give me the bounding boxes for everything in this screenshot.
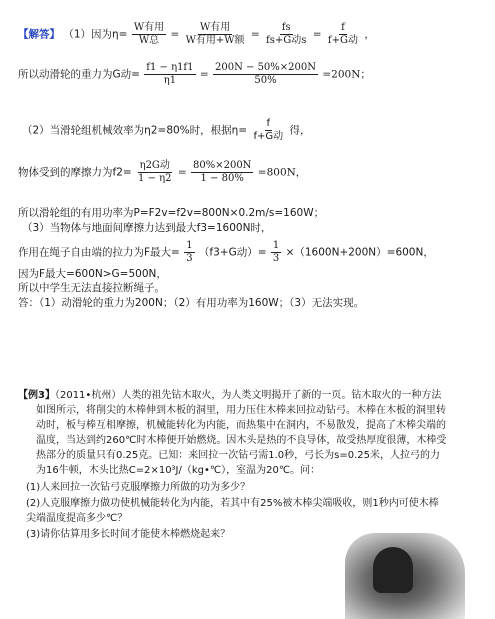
answer-line-3: （2）当滑轮组机械效率为η2=80%时，根据η= $\frac{f}{\text{f+G动}}$ 得，: [22, 118, 311, 142]
question-2-a: (2)人克服摩擦力做功使机械能转化为内能，若其中有25%被木棒尖端吸收，则1秒内可使木棒: [26, 498, 439, 509]
fire-drill-illustration: [345, 533, 465, 619]
example-para-line-6: 为16牛顿，木头比热C=2×10³J/（kg•℃），室温为20℃。问：: [36, 465, 321, 476]
fraction-3: $\frac{fs}{\text{fs+G动s}}$: [266, 22, 307, 46]
answer-line-9: 所以中学生无法直接拉断绳子。: [18, 282, 165, 294]
fraction-f2-2: $\frac{80\%\times 200N}{1 - 80\%}$: [192, 160, 252, 184]
fraction-1: $\frac{\text{W有用}}{\text{W总}}$: [133, 22, 165, 46]
answer-line-5: 所以滑轮组的有用功率为P=F2v=f2v=800N×0.2m/s=160W；: [18, 207, 325, 219]
fraction-4: $\frac{f}{\text{f+G动}}$: [327, 22, 358, 46]
example-para-line-2: 如图所示，将削尖的木棒伸到木板的洞里，用力压住木棒来回拉动钻弓。木棒在木板的洞里转: [36, 405, 446, 416]
q1-prefix: （1）因为η=: [63, 28, 128, 41]
answer-tag: 【解答】: [18, 28, 60, 41]
answer-line-2: 所以动滑轮的重力为G动= $\frac{f1 - \eta 1f1}{\eta 1}$ = $\frac{200N - 50\%\times 200N}{50\%}$ =200N；: [18, 62, 371, 86]
example-para-line-4: 温度，当达到约260℃时木棒便开始燃烧。因木头是热的不良导体，故受热厚度很薄，木棒受: [36, 435, 447, 446]
answer-line-10: 答：（1）动滑轮的重力为200N；（2）有用功率为160W；（3）无法实现。: [18, 297, 365, 309]
question-3: (3)请你估算用多长时间才能使木棒燃烧起来？: [26, 529, 231, 540]
fraction-f2-1: $\frac{\text{η2G动}}{1 - \eta 2}$: [138, 160, 172, 184]
example-tag: 【例3】: [18, 390, 55, 401]
answer-line-8: 因为F最大=600N>G=500N，: [18, 268, 167, 280]
answer-line-4: 物体受到的摩擦力为f2= $\frac{\text{η2G动}}{1 - \eta 2}$ = $\frac{80\%\times 200N}{1 - 80\%}$ =800N，: [18, 160, 307, 184]
answer-line-7: 作用在绳子自由端的拉力为F最大= $\frac{1}{3}$ （f3+G动）= $\frac{1}{3}$ ×（1600N+200N）=600N，: [18, 240, 434, 264]
example-para-line-5: 热部分的质量只有0.25克。已知：来回拉一次钻弓需1.0秒，弓长为s=0.25米，人拉弓的力: [36, 450, 441, 461]
example-para-line-3: 动时，板与棒互相摩擦，机械能转化为内能，而热集中在洞内，不易散发，提高了木棒尖端的: [36, 420, 446, 431]
fraction-g-1: $\frac{f1 - \eta 1f1}{\eta 1}$: [146, 62, 194, 86]
answer-line-6: （3）当物体与地面间摩擦力达到最大f3=1600N时，: [22, 222, 272, 234]
fraction-eta: $\frac{f}{\text{f+G动}}$: [253, 118, 284, 142]
question-1: (1)人来回拉一次钻弓克服摩擦力所做的功为多少？: [26, 482, 251, 493]
example-para-line-1: 【例3】（2011•杭州）人类的祖先钻木取火，为人类文明揭开了新的一页。钻木取火的一种方法: [18, 390, 442, 401]
fraction-2: $\frac{\text{W有用}}{\text{W有用+W额}}$: [185, 22, 245, 46]
fraction-third-1: $\frac{1}{3}$: [186, 240, 193, 264]
fraction-third-2: $\frac{1}{3}$: [272, 240, 280, 264]
question-2-b: 尖端温度提高多少℃？: [26, 513, 128, 524]
answer-line-1: 【解答】 （1）因为η= $\frac{\text{W有用}}{\text{W总}}$ = $\frac{\text{W有用}}{\text{W有用+W额}}$ = $\frac{fs}{\text{fs+G动s}}$ = $\frac{f}{\text{f+G动}}$ ，: [18, 22, 375, 46]
fraction-g-2: $\frac{200N - 50\%\times 200N}{50\%}$: [215, 62, 317, 86]
